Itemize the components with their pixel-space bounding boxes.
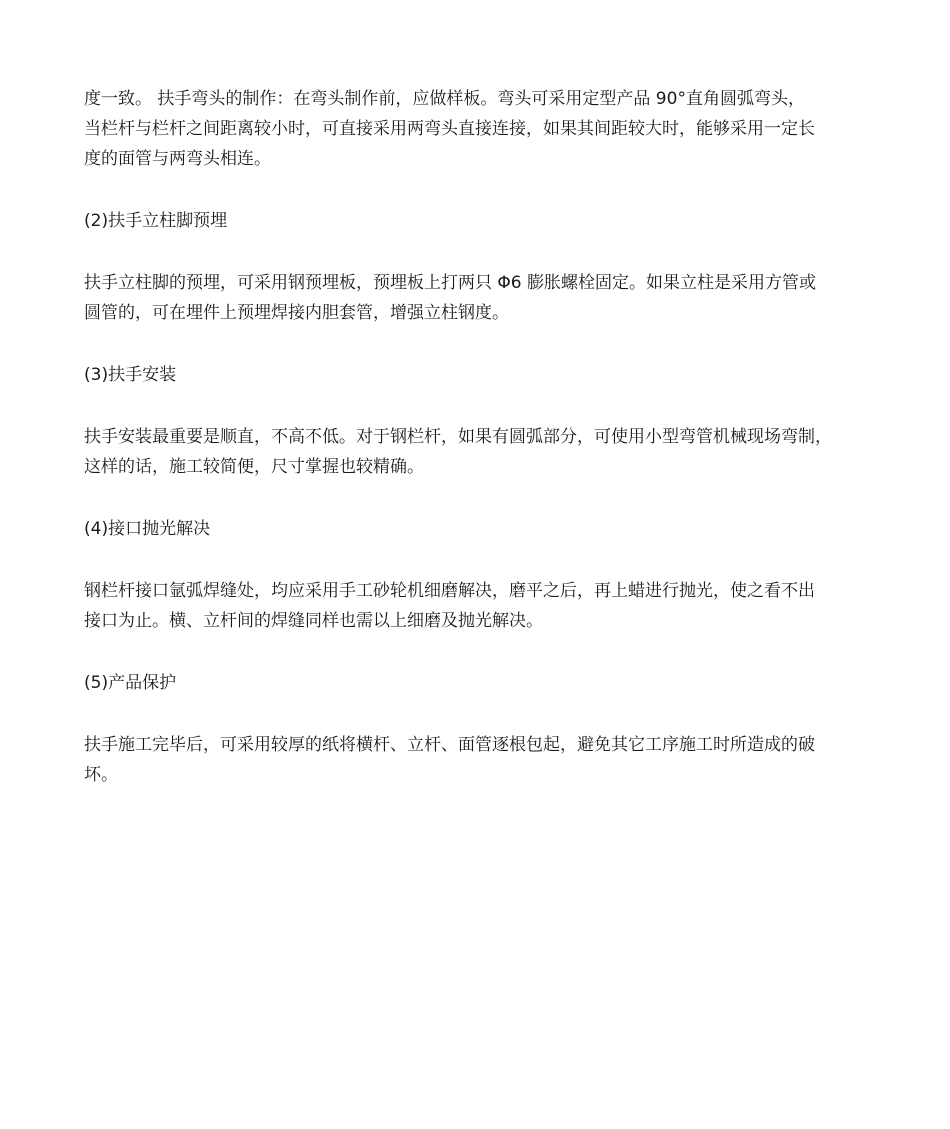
section-heading: (2)扶手立柱脚预埋: [84, 211, 228, 231]
paragraph-post-embedding: [84, 268, 870, 328]
text-line: 当栏杆与栏杆之间距离较小时，可直接采用两弯头直接连接，如果其间距较大时，能够采用一定长: [84, 119, 815, 139]
spacer: [84, 328, 870, 360]
spacer: [84, 636, 870, 668]
text-line: 接口为止。横、立杆间的焊缝同样也需以上细磨及抛光解决。: [84, 611, 543, 631]
text-line: 扶手施工完毕后，可采用较厚的纸将横杆、立杆、面管逐根包起，避免其它工序施工时所造成的破: [84, 735, 815, 755]
text-line: 扶手立柱脚的预埋，可采用钢预埋板，预埋板上打两只 Φ6 膨胀螺栓固定。如果立柱是采用方管或: [84, 273, 817, 293]
text-line: 钢栏杆接口氩弧焊缝处，均应采用手工砂轮机细磨解决，磨平之后，再上蜡进行抛光，使之看不出: [84, 581, 815, 601]
spacer: [84, 698, 870, 730]
text-line: 这样的话，施工较简便，尺寸掌握也较精确。: [84, 457, 424, 477]
spacer: [84, 174, 870, 206]
spacer: [84, 544, 870, 576]
spacer: [84, 236, 870, 268]
paragraph-installation: [84, 422, 870, 482]
paragraph-handrail-elbow: [84, 84, 870, 174]
text-line: 扶手安装最重要是顺直，不高不低。对于钢栏杆，如果有圆弧部分，可使用小型弯管机械现场弯制，: [84, 427, 832, 447]
section-heading: (5)产品保护: [84, 673, 177, 693]
text-line: 坏。: [84, 765, 118, 785]
text-line: 度一致。 扶手弯头的制作：在弯头制作前，应做样板。弯头可采用定型产品 90°直角圆弧弯头，: [84, 89, 805, 109]
text-line: 圆管的，可在埋件上预埋焊接内胆套管，增强立柱钢度。: [84, 303, 509, 323]
text-line: 度的面管与两弯头相连。: [84, 149, 271, 169]
spacer: [84, 390, 870, 422]
section-heading: (3)扶手安装: [84, 365, 177, 385]
paragraph-polishing: [84, 576, 870, 636]
paragraph-protection: [84, 730, 870, 790]
spacer: [84, 482, 870, 514]
section-heading: (4)接口抛光解决: [84, 519, 211, 539]
document-page: [84, 84, 870, 790]
